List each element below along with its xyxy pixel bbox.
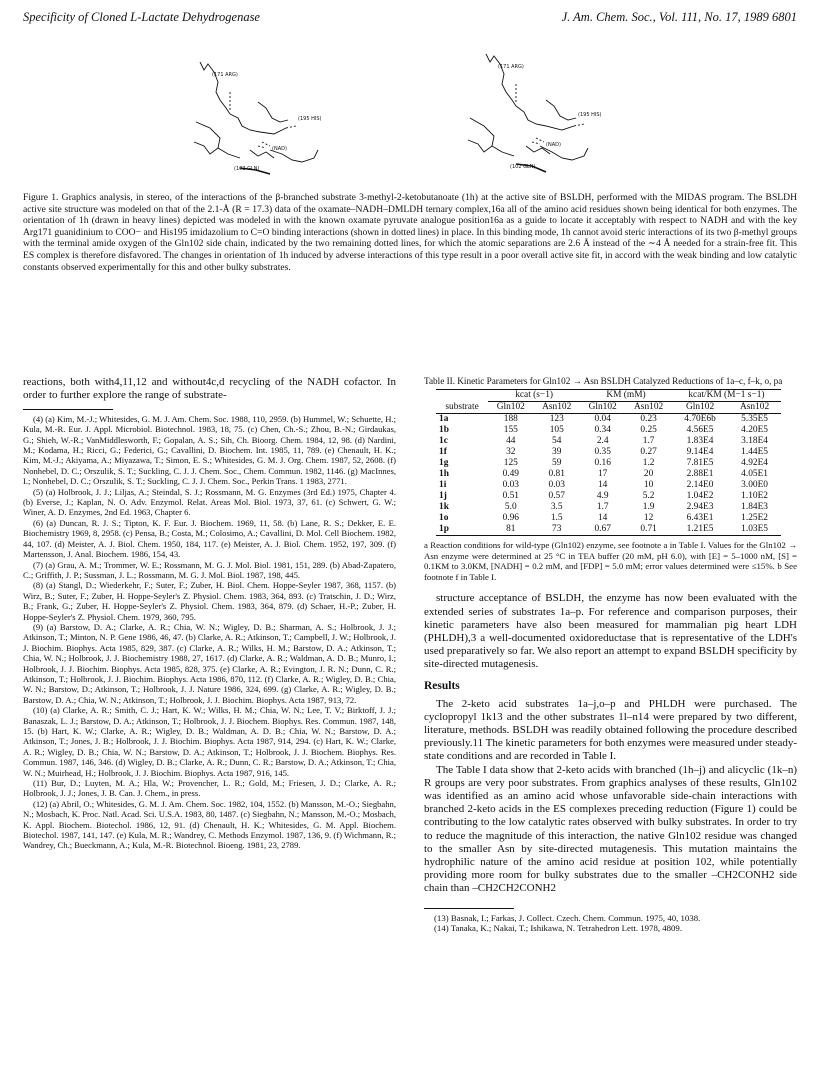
table-row: 1j 0.51 0.57 4.9 5.2 1.04E2 1.10E2 — [439, 491, 768, 501]
reference-item: (6) (a) Duncan, R. J. S.; Tipton, K. F. Eur. J. Biochem. 1969, 11, 58. (b) Lane, R. S.; Dekker, E. E. Biochemistry 1969, 8, 2958. (c) Pensa, B.; Costa, M.; Colosimo, A.; Cavallini, D. Mol. Cell Biochem. 1982, 44, 107. (d) Meister, A. J. Biol. Chem. 1950, 184, 117. (e) Meister, A. J. Biol. Chem. 1952, 197, 309. (f) Martensson, J. Anal. Biochem. 1986, 154, 43. — [23, 517, 396, 560]
footnote-item: (13) Basnak, I.; Farkas, J. Collect. Czech. Chem. Commun. 1975, 40, 1038. — [434, 912, 701, 923]
table-row: 1a 188 123 0.04 0.23 4.70E6b 5.35E5 — [439, 414, 768, 424]
col-header: Asn102 — [728, 402, 781, 414]
col-header: Asn102 — [533, 402, 580, 414]
stereo-structure-drawing — [170, 42, 670, 192]
reference-item: (7) (a) Grau, A. M.; Trommer, W. E.; Rossmann, M. G. J. Mol. Biol. 1981, 151, 289. (b) Abad-Zapatero, C.; Griffith, J. P.; Sussman, J. L.; Rossmann, M. G. J. Mol. Biol. 1987, 198, 445. — [23, 559, 396, 580]
right-column — [424, 376, 797, 934]
table-row: 1g 125 59 0.16 1.2 7.81E5 4.92E4 — [439, 458, 768, 468]
table-row: 1o 0.96 1.5 14 12 6.43E1 1.25E2 — [439, 513, 768, 523]
table-row: 1k 5.0 3.5 1.7 1.9 2.94E3 1.84E3 — [439, 502, 768, 512]
table-row: 1c 44 54 2.4 1.7 1.83E4 3.18E4 — [439, 436, 768, 446]
reference-item: (10) (a) Clarke, A. R.; Smith, C. J.; Hart, K. W.; Wilks, H. M.; Chia, W. N.; Lee, T. V.; Birktoff, J. J.; Banaszak, L. J.; Barstow, D. A.; Atkinson, T.; Holbrook, J. J. Biochem. Biophys. Res. Commun. 1987, 148, 15. (b) Hart, K. W.; Clarke, A. R.; Wigley, D. B.; Waldman, A. D. B.; Chia, W. N.; Barstow, D. A.; Atkinson, T.; Jones, J. B.; Holbrook, J. J. Biochim. Biophys. Acta 1987, 914, 294. (c) Hart, K. W.; Clarke, A. R.; Wigley, D. B.; Chia, W. N.; Barstow, D. A.; Atkinson, T.; Holbrook, J. J. Biochem. Biophys. Res. Commun. 1987, 146, 346. (d) Wigley, D. B.; Clarke, A. R.; Dunn, C. R.; Barstow, D. A.; Atkinson, T.; Chia, W. N.; Muirhead, H.; Holbrook, J. J. Biochim. Biophys. Acta 1987, 916, 145. — [23, 705, 396, 778]
label-nad-left: (NAD) — [272, 146, 287, 152]
label-arg171-left: (171 ARG) — [212, 72, 238, 78]
table-row: 1b 155 105 0.34 0.25 4.56E5 4.20E5 — [439, 425, 768, 435]
header-journal: J. Am. Chem. Soc., Vol. 111, No. 17, 1989 6801 — [561, 10, 797, 24]
reference-item: (8) (a) Stangl, D.; Wiederkehr, F.; Suter, F.; Zuber, H. Biol. Chem. Hoppe-Seyler 1987, 368, 1157. (b) Wirz, B.; Suter, F.; Zuber, H. Hoppe-Seyler's Z. Physiol. Chem. 1983, 364, 893. (c) Tratschin, J. D.; Wirz, B.; Frank, G.; Zuber, H. Hoppe-Seyler's Z. Physiol. Chem. 1983, 364, 879. (d) Schaer, H.-P.; Zuber, H. Hoppe-Seyler's Z. Physiol. Chem. 1979, 360, 795. — [23, 580, 396, 622]
label-his195-left: (195 HIS) — [298, 116, 322, 122]
label-his195-right: (195 HIS) — [578, 112, 602, 118]
group-header-km: KM (mM) — [580, 390, 672, 402]
label-nad-right: (NAD) — [546, 142, 561, 148]
figure-caption: Figure 1. Graphics analysis, in stereo, of the interactions of the β-branched substrate 3-methyl-2-ketobutanoate (1h) at the active site of BSLDH, performed with the MIDAS program. The BSLDH active site structure was modeled on that of the 2.1-Å (R = 17.3) data of the oxamate–NADH–DMLDH ternary complex,16a all of the amino acid residues shown being identical for both enzymes. The orientation of 1h (drawn in heavy lines) depicted was modeled in with the known oxamate pyruvate analogue position16a as a guide to locate it acceptably with respect to NADH and with the key Arg171 guanidinium to COO− and His195 imidazolium to C=O binding interactions (shown in dotted lines) in place. In this binding mode, 1h cannot avoid steric interactions of its two β-methyl groups with the terminal amide oxygen of the Gln102 side chain, indicated by the two remaining dotted lines, for which the atomic separations are 2.6 Å instead of the ∼4 Å needed for a strain-free fit. This ES complex is therefore disfavored. The changes in orientation of 1h induced by adverse interactions of this type result in a poor overall active site fit, in accord with the weak binding and low catalytic constants observed experimentally for this and other bulky substrates. — [23, 192, 797, 273]
table-row: 1p 81 73 0.67 0.71 1.21E5 1.03E5 — [436, 524, 781, 536]
col-header: substrate — [436, 402, 488, 414]
body-paragraph: structure acceptance of BSLDH, the enzyme has now been evaluated with the extended series of substrates 1a–p. For reference and comparison purposes, their kinetic parameters have also been measured for mammalian pig heart LDH (PHLDH),3 a well-documented oxidoreductase that is representative of the LDH's used preparatively so far. We also report an attempt to expand BSLDH specificity by site-directed mutagenesis. — [424, 592, 797, 671]
reference-item: (11) Bur, D.; Luyten, M. A.; Hla, W.; Provencher, L. R.; Gold, M.; Friesen, J. D.; Clarke, A. R.; Holbrook, J. J.; Jones, J. B. Can. J. Chem., in press. — [23, 778, 396, 799]
references-divider — [23, 409, 113, 410]
table-title: Table II. Kinetic Parameters for Gln102 → Asn BSLDH Catalyzed Reductions of 1a–c, f–k, o, pa — [424, 376, 783, 386]
intro-paragraph: reactions, both with4,11,12 and without4c,d recycling of the NADH cofactor. In order to further explore the range of substrate- — [23, 376, 396, 402]
table-row: 1i 0.03 0.03 14 10 2.14E0 3.00E0 — [439, 480, 768, 490]
label-arg171-right: (171 ARG) — [498, 64, 524, 70]
footnote-item: (14) Tanaka, K.; Nakai, T.; Ishikawa, N. Tetrahedron Lett. 1978, 4809. — [434, 923, 683, 934]
header-title: Specificity of Cloned L-Lactate Dehydrogenase — [23, 10, 260, 24]
kinetics-table — [436, 389, 781, 536]
running-header — [23, 10, 797, 28]
references-list — [23, 414, 396, 851]
reference-item: (4) (a) Kim, M.-J.; Whitesides, G. M. J. Am. Chem. Soc. 1988, 110, 2959. (b) Hummel, W.; Schuette, H.; Kula, M.-R. Eur. J. Appl. Microbiol. Biotechnol. 1983, 18, 75. (c) Chen, Ch.-S.; Zhou, B.-N.; Girdaukas, G.; Shieh, W.-R.; VanMiddlesworth, F.; Gopalan, A. S.; Sih, Ch. Bioorg. Chem. 1984, 12, 98. (d) Nardini, M.; Kodama, H.; Ricci, G.; Federici, G.; Cavallini, D. Biochem. Int. 1985, 11, 789. (e) Chenault, H. K.; Kim, M.-J.; Akiyama, A.; Miyazawa, T.; Simon, E. S.; Whitesides, G. M. J. Org. Chem. 1987, 52, 2608. (f) Nonhebel, D. C.; Orszulik, S. T.; Suckling, C. J. J. Chem. Soc., Chem. Commun. 1982, 1146. (g) MacInnes, I.; Nonhebel, D. C.; Orszulik, S. T.; Suckling, C. J. J. Chem. Soc., Perkin Trans. 1 1983, 2771. — [23, 413, 396, 487]
body-paragraph: The 2-keto acid substrates 1a–j,o–p and PHLDH were purchased. The cyclopropyl 1k13 and the other substrates 1l–n14 were prepared by two different, literature, methods. BSLDH was readily obtained following the procedure described previously.11 The kinetic parameters for both enzymes were measured under steady-state conditions and are recorded in Table I. — [424, 697, 797, 763]
left-column — [23, 376, 396, 851]
col-header: Gln102 — [580, 402, 625, 414]
group-header-kcat-km: kcat/KM (M−1 s−1) — [672, 390, 781, 402]
footnotes-divider — [424, 908, 514, 909]
footnotes-list — [424, 913, 797, 934]
reference-item: (5) (a) Holbrook, J. J.; Liljas, A.; Steindal, S. J.; Rossmann, M. G. Enzymes (3rd Ed.) 1975, Chapter 4. (b) Everse, J.; Kaplan, N. O. Adv. Enzymol. Relat. Areas Mol. Biol. 1973, 37, 61. (c) Schwert, G. W.; Winer, A. D. Enzymes, 2nd Ed. 1963, Chapter 6. — [23, 486, 396, 518]
reference-item: (9) (a) Barstow, D. A.; Clarke, A. R.; Chia, W. N.; Wigley, D. B.; Sharman, A. S.; Holbrook, J. J.; Atkinson, T.; Minton, N. P. Gene 1986, 46, 47. (b) Clarke, A. R.; Atkinson, T.; Campbell, J. W.; Holbrook, J. J. Biochim. Biophys. Acta 1985, 829, 387. (c) Clarke, A. R.; Wilks, H. M.; Barstow, D. A.; Atkinson, T.; Chia, W. N.; Holbrook, J. J. Biochemistry 1988, 27, 1617. (d) Clarke, A. R.; Waldman, A. D. B.; Munro, I.; Holbrook, J. J. Biochim. Biophys. Acta 1985, 828, 375. (e) Clarke, A. R.; Evington, J. R. N.; Dunn, C. R.; Atkinson, T.; Holbrook, J. J. Biochim. Biophys. Acta 1986, 870, 112. (f) Clarke, A. R.; Wigley, D. B.; Chia, W. N.; Barstow, D.; Atkinson, T.; Holbrook, J. J. Nature 1986, 324, 699. (g) Clarke, A. R.; Wigley, D. B.; Barstow, D. A.; Chia, W. N.; Atkinson, T.; Holbrook, J. J. Biochim. Biophys. Acta 1987, 913, 72. — [23, 621, 396, 705]
reference-item: (12) (a) Abril, O.; Whitesides, G. M. J. Am. Chem. Soc. 1982, 104, 1552. (b) Mansson, M.-O.; Siegbahn, N.; Mosbach, K. Proc. Natl. Acad. Sci. U.S.A. 1983, 80, 1487. (c) Siegbahn, N.; Mansson, M.-O.; Mosbach, K. Appl. Biochem. Biotechol. 1986, 12, 91. (d) Chenault, H. K.; Whitesides, G. M. Appl. Biochem. Biotechol. 1987, 141, 147. (e) Kula, M. R.; Wandrey, C. Methods Enzymol. 1987, 136, 9. (f) Wichmann, R.; Wandrey, Ch.; Bueckmann, A.; Kula, M.-R. Biotechnol. Bioeng. 1981, 23, 2789. — [23, 798, 396, 851]
section-heading-results: Results — [424, 679, 460, 692]
table-footnote: a Reaction conditions for wild-type (Gln102) enzyme, see footnote a in Table I. Values for the Gln102 → Asn enzyme were determined at 25 °C in TEA buffer (20 mM, pH 6.0), with [E] = 5–1000 nM, [S] = 0.1KM to 3.0KM, [NADH] = 0.2 mM, and [FDP] = 5.0 mM; error values determined were ≤15%. b See footnote f in Table I. — [424, 540, 797, 582]
table-row: 1f 32 39 0.35 0.27 9.14E4 1.44E5 — [439, 447, 768, 457]
label-gln102-left: (102 GLN) — [234, 166, 260, 172]
col-header: Gln102 — [672, 402, 728, 414]
col-header: Asn102 — [625, 402, 672, 414]
body-paragraph: The Table I data show that 2-keto acids with branched (1h–j) and alicyclic (1k–n) R groups are very poor substrates. From graphics analyses of these results, Gln102 was identified as an amino acid whose unfavorable side-chain interactions with branched 2-keto acids in the ES complexes preceding reduction (Figure 1) could be contributing to the low catalytic rates observed with bulky substrates. In order to try to reduce the magnitude of this interaction, the native Gln102 residue was changed to the smaller Asn by site-directed mutagenesis. This mutation maintains the hydrophilic nature of the amino acid residue at position 102, while potentially providing more room for bulky substrates due to the smaller –CH2CONH2 side chain than –CH2CH2CONH2 — [424, 763, 797, 895]
group-header-kcat: kcat (s−1) — [488, 390, 580, 402]
table-row: 1h 0.49 0.81 17 20 2.88E1 4.05E1 — [439, 469, 768, 479]
stereo-figure — [170, 42, 670, 192]
label-gln102-right: (102 GLN) — [510, 164, 536, 170]
col-header: Gln102 — [488, 402, 533, 414]
